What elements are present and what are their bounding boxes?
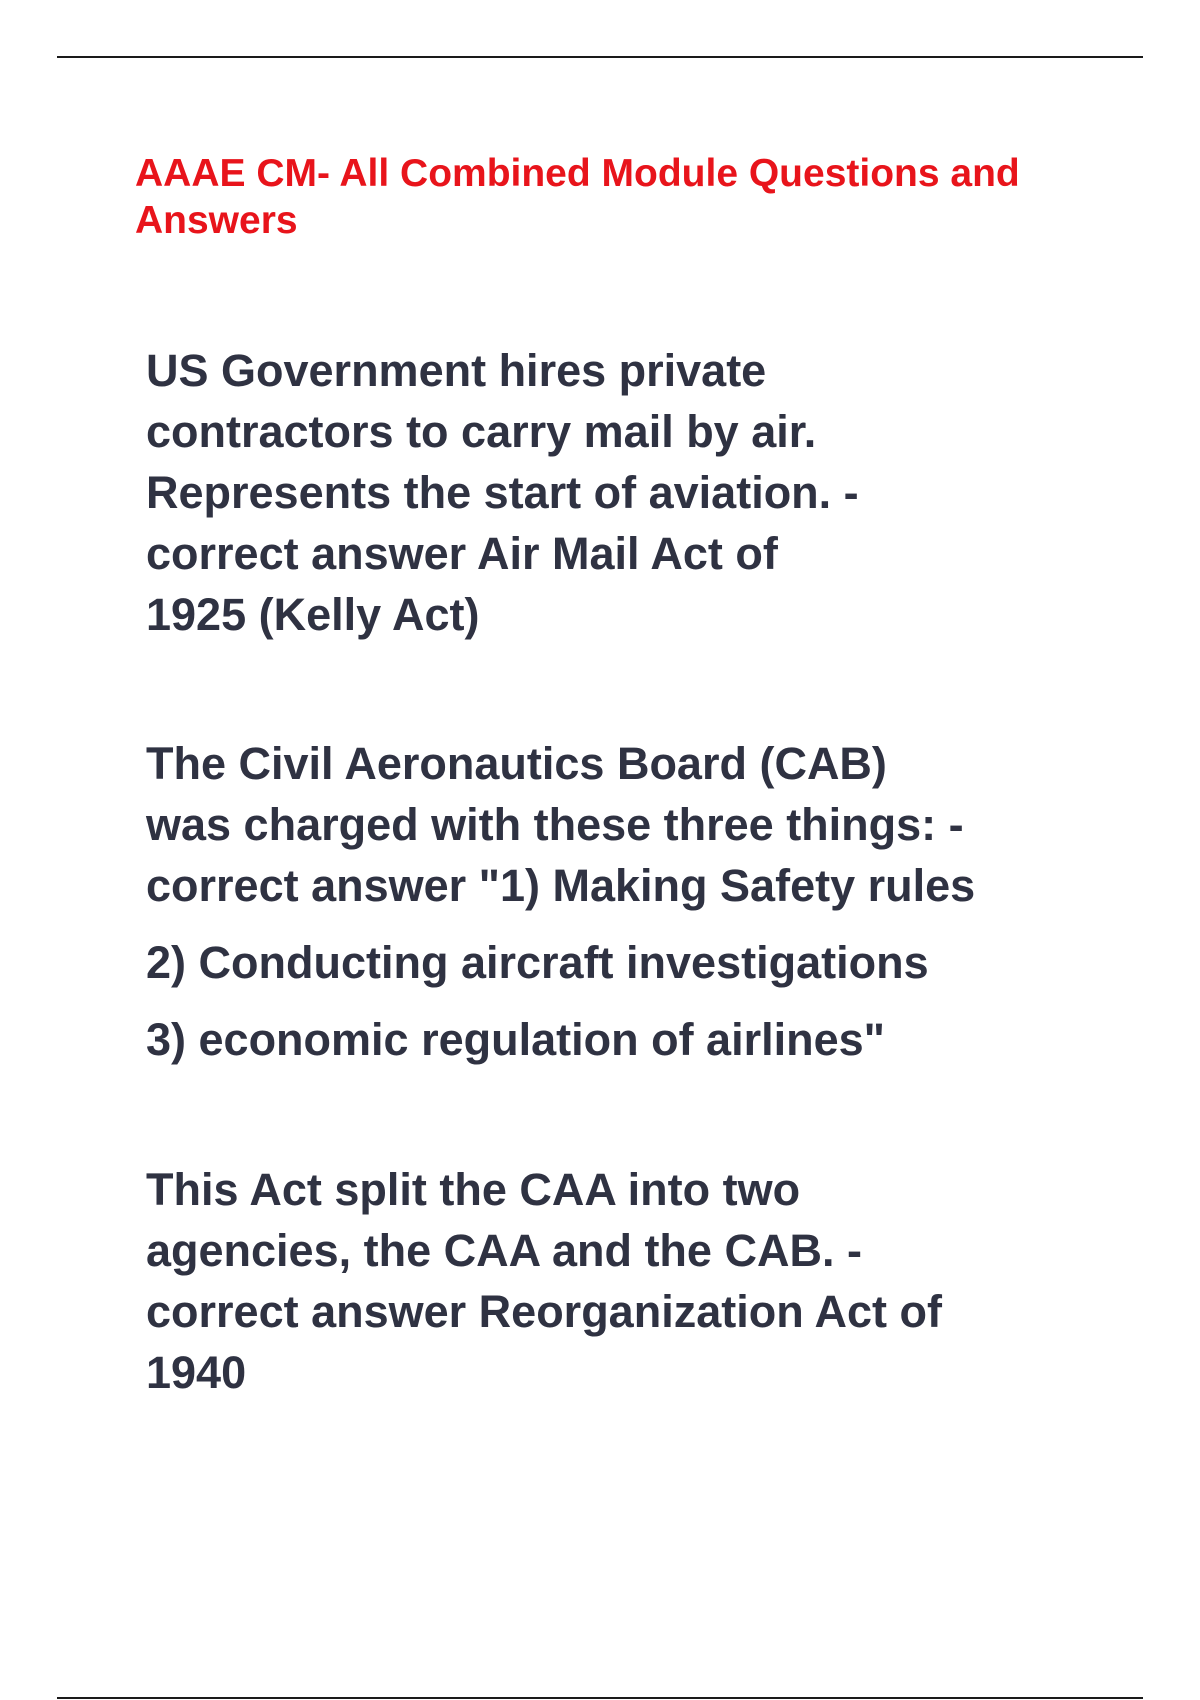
qa-text-line: agencies, the CAA and the CAB. -	[146, 1225, 862, 1276]
qa-entry	[146, 1159, 1076, 1403]
qa-answer-item: 3) economic regulation of airlines"	[146, 1014, 885, 1065]
qa-text-line: was charged with these three things: -	[146, 799, 964, 850]
qa-text-line: correct answer "1) Making Safety rules	[146, 860, 976, 911]
qa-text-line: 1940	[146, 1347, 247, 1398]
qa-text-line: Represents the start of aviation. -	[146, 467, 859, 518]
document-title: AAAE CM- All Combined Module Questions and Answers	[135, 152, 1020, 242]
qa-entry	[146, 733, 1076, 1070]
qa-text-line: correct answer Air Mail Act of	[146, 528, 778, 579]
qa-answer-item: 2) Conducting aircraft investigations	[146, 937, 929, 988]
qa-entry	[146, 340, 1076, 645]
qa-text-line: US Government hires private	[146, 345, 767, 396]
bottom-rule	[57, 1697, 1143, 1699]
qa-text-line: contractors to carry mail by air.	[146, 406, 817, 457]
qa-text-line: 1925 (Kelly Act)	[146, 589, 480, 640]
qa-text-line: correct answer Reorganization Act of	[146, 1286, 943, 1337]
top-rule	[57, 56, 1143, 58]
qa-text-line: The Civil Aeronautics Board (CAB)	[146, 738, 887, 789]
qa-text-line: This Act split the CAA into two	[146, 1164, 801, 1215]
